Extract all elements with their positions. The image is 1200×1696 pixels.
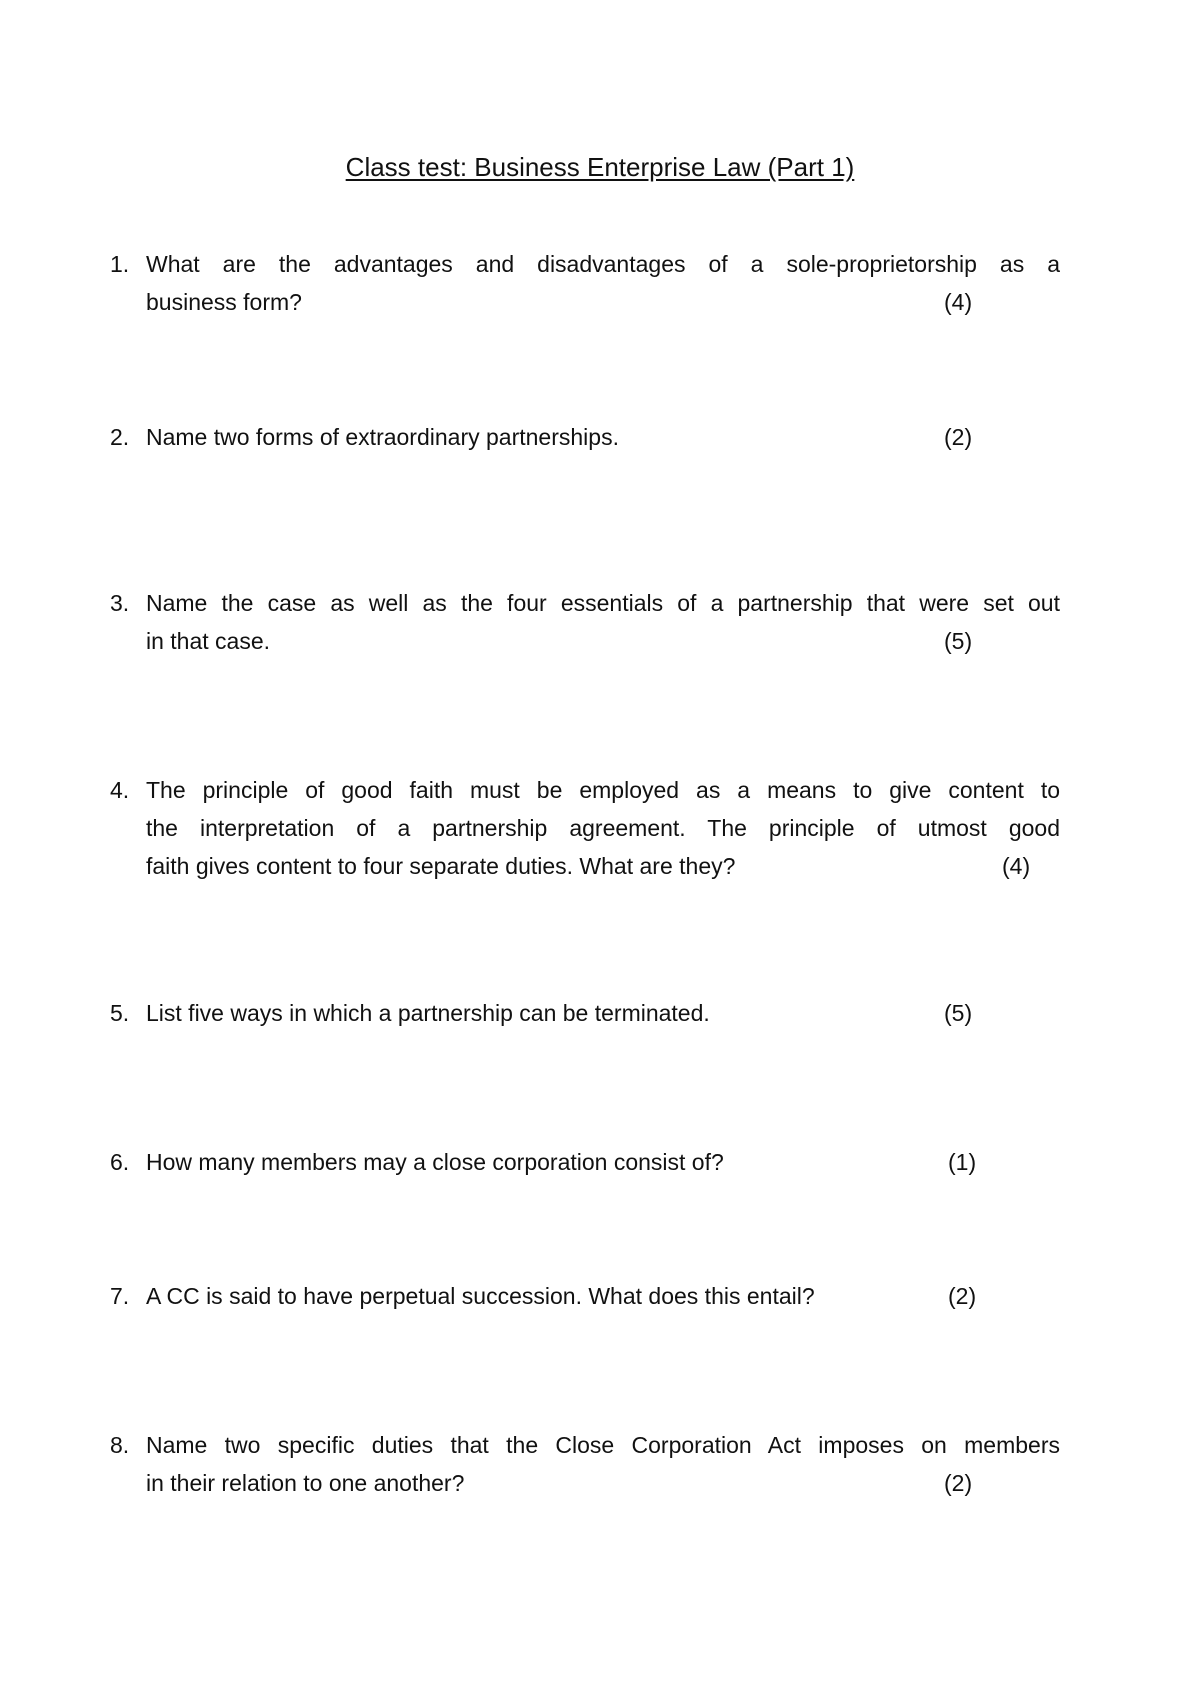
question-text	[146, 1426, 1060, 1502]
question-line-text: List five ways in which a partnership can be terminated.	[146, 1000, 710, 1026]
question-text	[146, 1277, 1060, 1315]
question-line	[146, 1143, 1060, 1181]
question-line	[146, 283, 1060, 321]
question-marks: (5)	[944, 1000, 973, 1026]
question-line	[146, 1277, 1060, 1315]
question-line: What are the advantages and disadvantages of a sole-proprietorship as a	[146, 251, 1060, 277]
question-line-text: in that case.	[146, 628, 271, 654]
question-marks: (5)	[944, 628, 973, 654]
question-number: 4.	[110, 777, 130, 803]
question-line: Name two specific duties that the Close Corporation Act imposes on members	[146, 1432, 1060, 1458]
question-marks: (2)	[944, 424, 973, 450]
question-line	[146, 418, 1060, 456]
question-line	[146, 994, 1060, 1032]
question-line-text: in their relation to one another?	[146, 1470, 465, 1496]
question-line	[146, 1464, 1060, 1502]
question-line: Name the case as well as the four essentials of a partnership that were set out	[146, 590, 1060, 616]
question-line	[146, 622, 1060, 660]
question-marks: (4)	[944, 289, 973, 315]
question-marks: (2)	[944, 1470, 973, 1496]
question-line-text: How many members may a close corporation consist of?	[146, 1149, 724, 1175]
question-number: 2.	[110, 424, 130, 450]
question-text	[146, 994, 1060, 1032]
question-line-text: business form?	[146, 289, 302, 315]
question-line-text: A CC is said to have perpetual succession. What does this entail?	[146, 1283, 815, 1309]
question-text	[146, 584, 1060, 660]
question-marks: (1)	[948, 1149, 977, 1175]
question-line-text: Name two forms of extraordinary partnerships.	[146, 424, 619, 450]
question-line: the interpretation of a partnership agreement. The principle of utmost good	[146, 815, 1060, 841]
question-text	[146, 418, 1060, 456]
question-number: 8.	[110, 1432, 130, 1458]
question-text	[146, 1143, 1060, 1181]
question-line: The principle of good faith must be employed as a means to give content to	[146, 777, 1060, 803]
question-number: 7.	[110, 1283, 130, 1309]
question-line-text: faith gives content to four separate duties. What are they?	[146, 853, 736, 879]
question-number: 6.	[110, 1149, 130, 1175]
document-title: Class test: Business Enterprise Law (Part 1)	[345, 152, 855, 182]
question-number: 5.	[110, 1000, 130, 1026]
question-number: 1.	[110, 251, 130, 277]
question-text	[146, 771, 1060, 885]
question-line	[146, 847, 1060, 885]
question-text	[146, 245, 1060, 321]
question-marks: (4)	[1002, 853, 1031, 879]
question-marks: (2)	[948, 1283, 977, 1309]
question-number: 3.	[110, 590, 130, 616]
